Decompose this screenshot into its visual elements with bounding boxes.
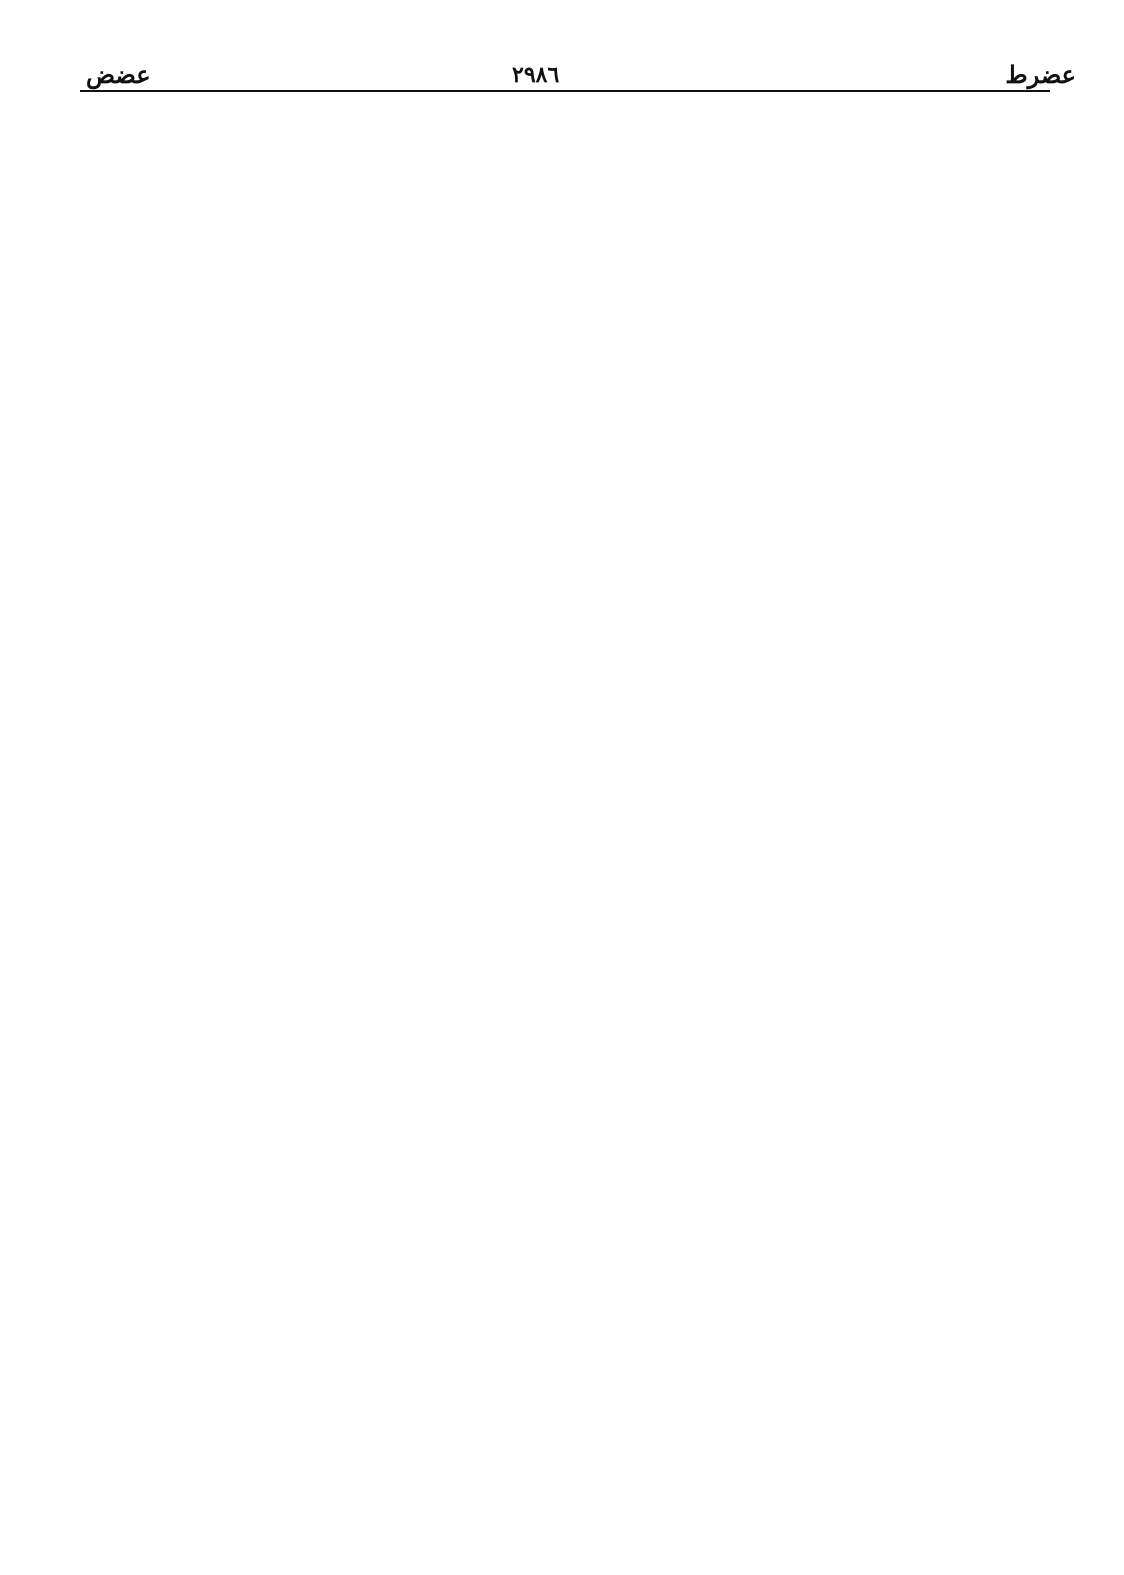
header-divider xyxy=(80,90,1050,92)
page-header xyxy=(0,0,1124,90)
running-head-left: عضض xyxy=(86,60,151,89)
running-head-right: عضرط xyxy=(1005,60,1076,89)
page-number: ٢٩٨٦ xyxy=(512,62,560,88)
